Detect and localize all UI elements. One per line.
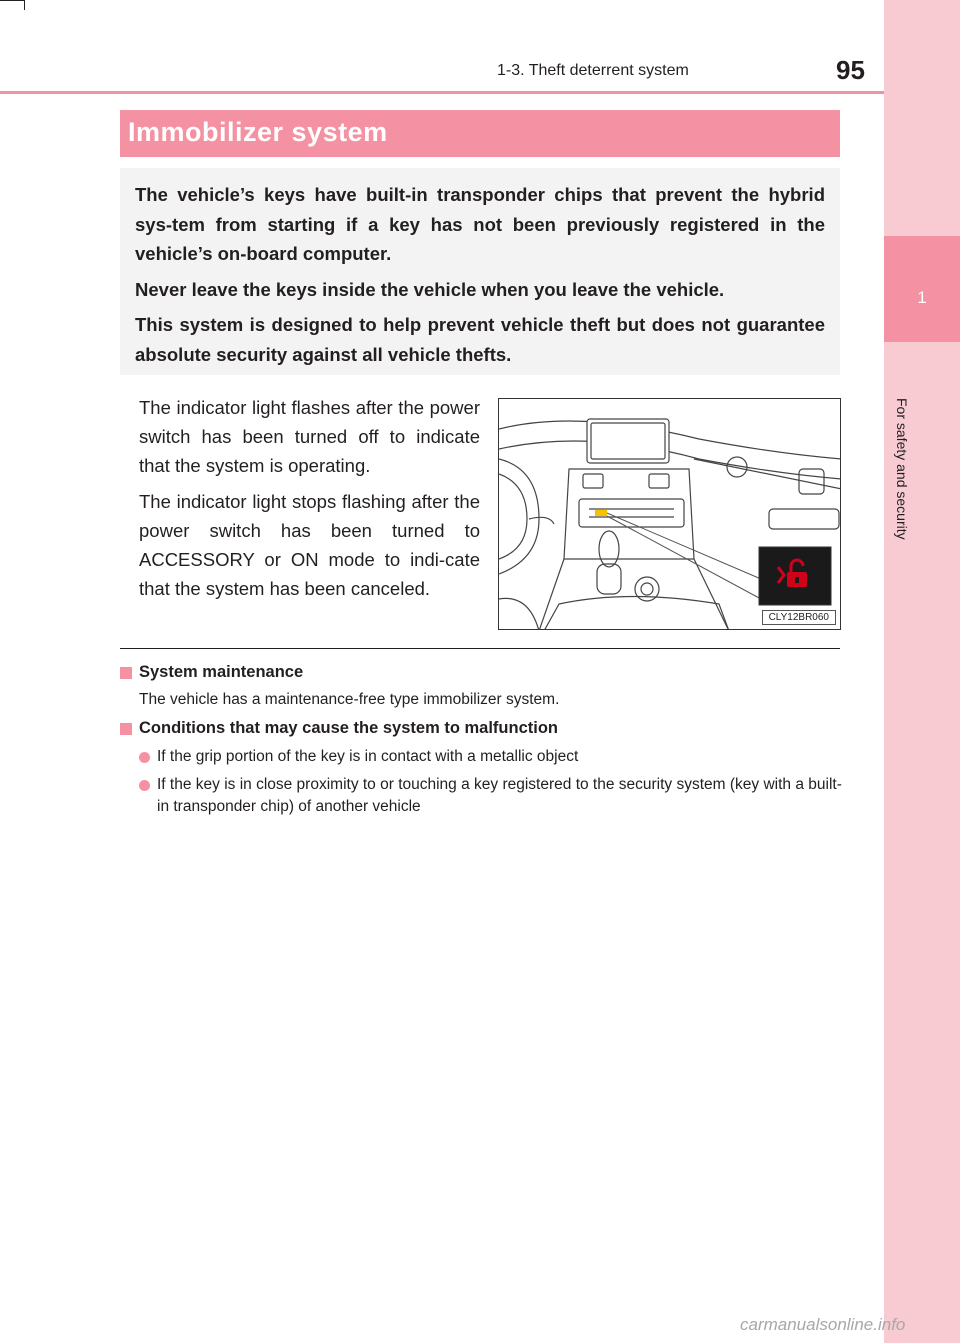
section-heading: 1-3. Theft deterrent system [497, 62, 689, 79]
crop-mark-top-left [0, 0, 24, 1]
list-item [139, 774, 844, 818]
note-heading-maintenance [120, 663, 303, 682]
note-heading-text: System maintenance [139, 663, 304, 681]
header-rule [0, 91, 884, 94]
body-text [139, 393, 480, 610]
note-heading-malfunction [120, 719, 558, 738]
square-bullet-icon [120, 723, 132, 735]
square-bullet-icon [120, 667, 132, 679]
note-text-maintenance: The vehicle has a maintenance-free type immobilizer system. [139, 691, 560, 708]
page-number: 95 [836, 55, 865, 85]
illustration-code: CLY12BR060 [762, 610, 836, 625]
circle-bullet-icon [139, 752, 150, 763]
body-paragraph: The indicator light flashes after the power switch has been turned off to indicate that the system is operating. [139, 397, 480, 476]
intro-paragraph: This system is designed to help prevent vehicle theft but does not guarantee absolute security against all vehicle thefts. [135, 314, 825, 365]
chapter-side-tab [884, 0, 960, 1343]
circle-bullet-icon [139, 780, 150, 791]
intro-paragraph: The vehicle’s keys have built-in transponder chips that prevent the hybrid sys-tem from starting if a key has not been previously registered in the vehicle’s on-board computer. [135, 184, 825, 264]
intro-paragraph: Never leave the keys inside the vehicle when you leave the vehicle. [135, 278, 725, 300]
section-divider [120, 648, 840, 649]
dashboard-drawing [499, 399, 841, 630]
list-item-text: If the key is in close proximity to or touching a key registered to the security system (key with a built-in transponder chip) of another vehicle [157, 776, 842, 815]
title-bar [120, 110, 840, 157]
note-heading-text: Conditions that may cause the system to malfunction [139, 719, 558, 737]
indicator-light-location [595, 510, 607, 516]
dashboard-illustration [498, 398, 841, 630]
page-title: Immobilizer system [128, 117, 388, 147]
crop-mark-top-left-v [24, 0, 25, 10]
list-item [139, 746, 844, 768]
chapter-number-tab: 1 [884, 236, 960, 342]
chapter-label: For safety and security [894, 398, 910, 540]
body-paragraph: The indicator light stops flashing after the power switch has been turned to ACCESSORY or ON mode to indi-cate that the system has been canceled. [139, 491, 480, 599]
intro-box [120, 168, 840, 375]
list-item-text: If the grip portion of the key is in contact with a metallic object [157, 748, 579, 765]
watermark: carmanualsonline.info [740, 1315, 906, 1334]
